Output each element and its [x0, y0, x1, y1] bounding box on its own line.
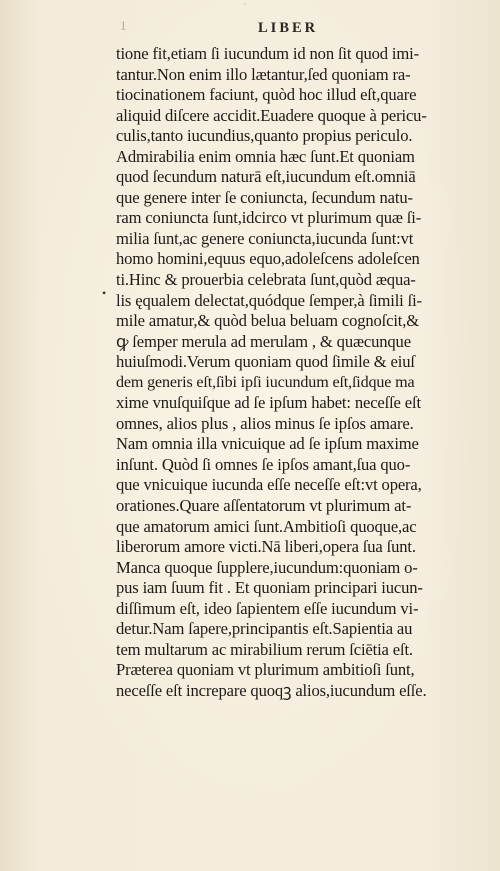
- text-line: Nam omnia illa vnicuique ad ſe ipſum maxime: [116, 434, 419, 454]
- text-line: Præterea quoniam vt plurimum ambitioſi ſunt,: [116, 660, 415, 680]
- text-line: que amatorum amici ſunt.Ambitioſi quoque,ac: [116, 516, 417, 536]
- margin-note: •: [102, 286, 107, 300]
- text-line: orationes.Quare aſſentatorum vt plurimum at-: [116, 496, 412, 516]
- text-line: tem multarum ac mirabilium rerum ſciētia eſt.: [116, 639, 413, 659]
- text-line: mile amatur,& quòd belua beluam cognoſcit,&: [116, 311, 420, 331]
- text-line: aliquid diſcere accidit.Euadere quoque à pericu-: [116, 105, 427, 125]
- text-line: tione fit,etiam ſi iucundum id non ſit quod imi-: [116, 44, 419, 63]
- text-line: detur.Nam ſapere,principantis eſt.Sapientia au: [116, 619, 413, 639]
- text-line: diſſimum eſt, ideo ſapientem eſſe iucundum vi-: [116, 598, 419, 618]
- text-line: milia ſunt,ac genere coniuncta,iucunda ſunt:vt: [116, 228, 414, 248]
- running-head: LIBER: [258, 20, 319, 36]
- top-mark: ': [244, 2, 246, 13]
- text-line: tiocinationem faciunt, quòd hoc illud eſt,quare: [116, 85, 417, 105]
- text-line: huiuſmodi.Verum quoniam quod ſimile & eiuſ: [116, 352, 415, 372]
- text-line: ram coniuncta ſunt,idcirco vt plurimum quæ ſi-: [116, 208, 422, 228]
- text-line: pus iam ſuum fit . Et quoniam principari iucun-: [116, 578, 423, 598]
- text-line: neceſſe eſt increpare quoqꝫ alios,iucundum eſſe.: [116, 680, 427, 700]
- text-line: xime vnuſquiſque ad ſe ipſum habet: neceſſe eſt: [116, 393, 421, 413]
- text-line: culis,tanto iucundius,quanto propius periculo.: [116, 126, 413, 146]
- text-line: tantur.Non enim illo lætantur,ſed quoniam ra-: [116, 64, 411, 84]
- text-line: Manca quoque ſupplere,iucundum:quoniam o-: [116, 557, 418, 577]
- page-header: [120, 2, 460, 40]
- text-line: Admirabilia enim omnia hæc ſunt.Et quoniam: [116, 146, 415, 166]
- text-line: lis ęqualem delectat,quódque ſemper,à ſimili ſi-: [116, 290, 422, 310]
- text-line: liberorum amore victi.Nā liberi,opera ſua ſunt.: [116, 537, 416, 557]
- text-line: ꝙ ſemper merula ad merulam , & quæcunque: [116, 331, 411, 351]
- folio-mark: ⁠1: [120, 18, 127, 33]
- text-line: que genere inter ſe coniuncta, ſecundum natu-: [116, 187, 413, 207]
- text-line: inſunt. Quòd ſi omnes ſe ipſos amant,ſua quo-: [116, 454, 411, 474]
- text-line: homo homini,equus equo,adoleſcens adoleſcen: [116, 249, 420, 269]
- text-line: ti.Hinc & prouerbia celebrata ſunt,quòd æqua-: [116, 270, 416, 290]
- text-line: dem generis eſt,ſibi ipſi iucundum eſt,ſidque ma: [116, 373, 415, 391]
- text-block: [116, 44, 474, 702]
- text-line: quod ſecundum naturā eſt,iucundum eſt.omniā: [116, 167, 416, 187]
- text-line: omnes, alios plus , alios minus ſe ipſos amare.: [116, 413, 414, 433]
- text-line: que vnicuique iucunda eſſe neceſſe eſt:vt opera,: [116, 475, 422, 495]
